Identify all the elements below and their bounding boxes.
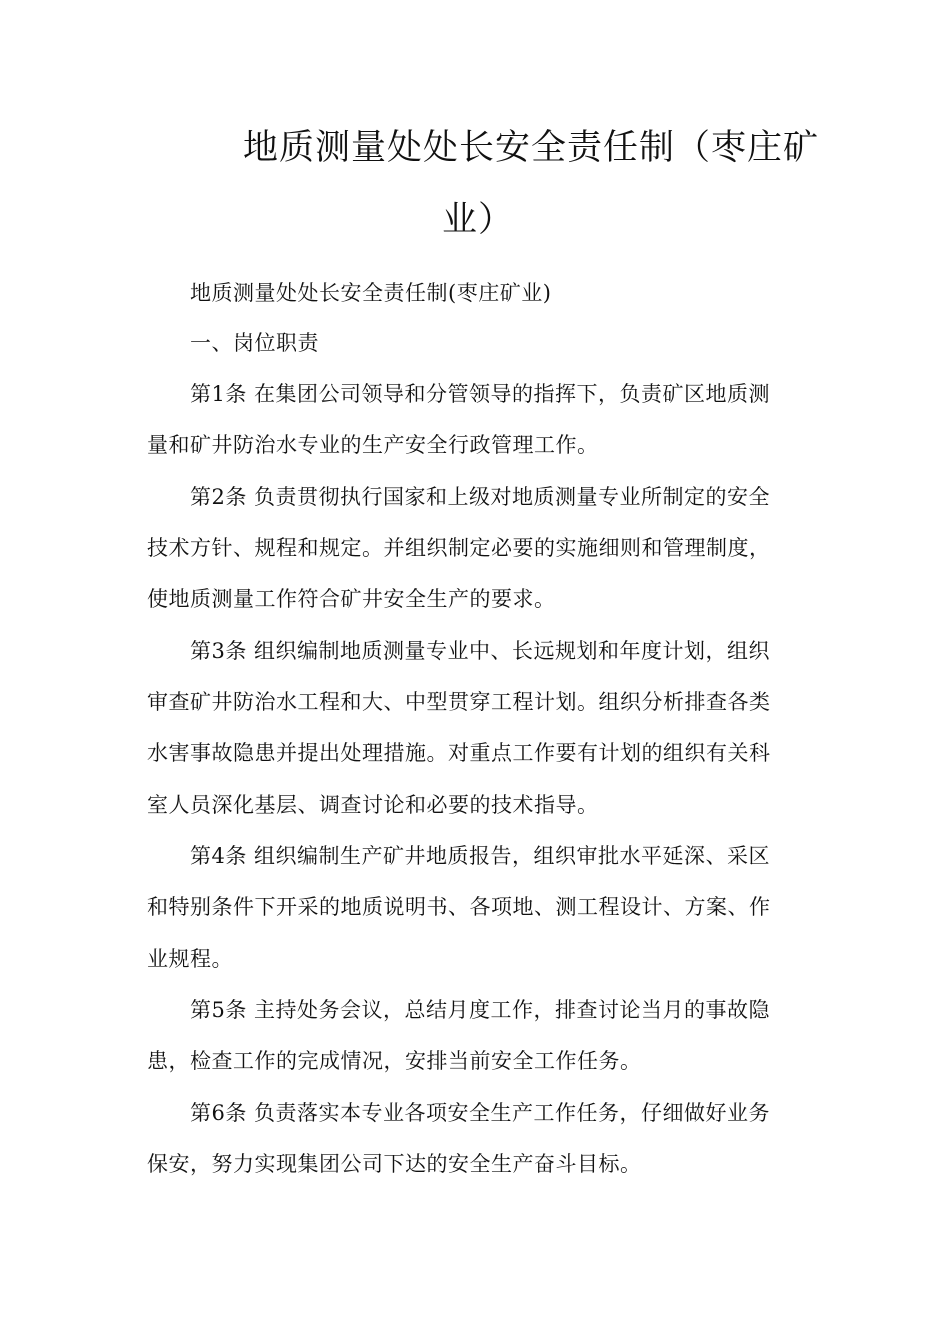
article-4-line-3: 业规程。 (147, 947, 233, 971)
subtitle-line: 地质测量处处长安全责任制(枣庄矿业) (190, 281, 552, 305)
document-title-line-2: 业） (442, 200, 515, 240)
article-5-line-1: 第5条 主持处务会议，总结月度工作，排查讨论当月的事故隐 (190, 998, 771, 1022)
article-2-line-2: 技术方针、规程和规定。并组织制定必要的实施细则和管理制度， (147, 536, 771, 560)
article-6-line-2: 保安，努力实现集团公司下达的安全生产奋斗目标。 (147, 1152, 642, 1176)
article-3-line-1: 第3条 组织编制地质测量专业中、长远规划和年度计划，组织 (190, 639, 771, 663)
article-3-line-2: 审查矿井防治水工程和大、中型贯穿工程计划。组织分析排查各类 (147, 690, 771, 714)
document-title-line-1: 地质测量处处长安全责任制（枣庄矿 (243, 128, 820, 168)
article-2-line-1: 第2条 负责贯彻执行国家和上级对地质测量专业所制定的安全 (190, 485, 771, 509)
section-heading: 一、岗位职责 (190, 331, 319, 355)
article-3-line-4: 室人员深化基层、调查讨论和必要的技术指导。 (147, 793, 599, 817)
article-1-line-1: 第1条 在集团公司领导和分管领导的指挥下，负责矿区地质测 (190, 382, 771, 406)
article-2-line-3: 使地质测量工作符合矿井安全生产的要求。 (147, 587, 556, 611)
article-3-line-3: 水害事故隐患并提出处理措施。对重点工作要有计划的组织有关科 (147, 741, 771, 765)
article-6-line-1: 第6条 负责落实本专业各项安全生产工作任务，仔细做好业务 (190, 1101, 771, 1125)
article-1-line-2: 量和矿井防治水专业的生产安全行政管理工作。 (147, 433, 599, 457)
article-4-line-1: 第4条 组织编制生产矿井地质报告，组织审批水平延深、采区 (190, 844, 771, 868)
article-5-line-2: 患，检查工作的完成情况，安排当前安全工作任务。 (147, 1049, 642, 1073)
article-4-line-2: 和特别条件下开采的地质说明书、各项地、测工程设计、方案、作 (147, 895, 771, 919)
